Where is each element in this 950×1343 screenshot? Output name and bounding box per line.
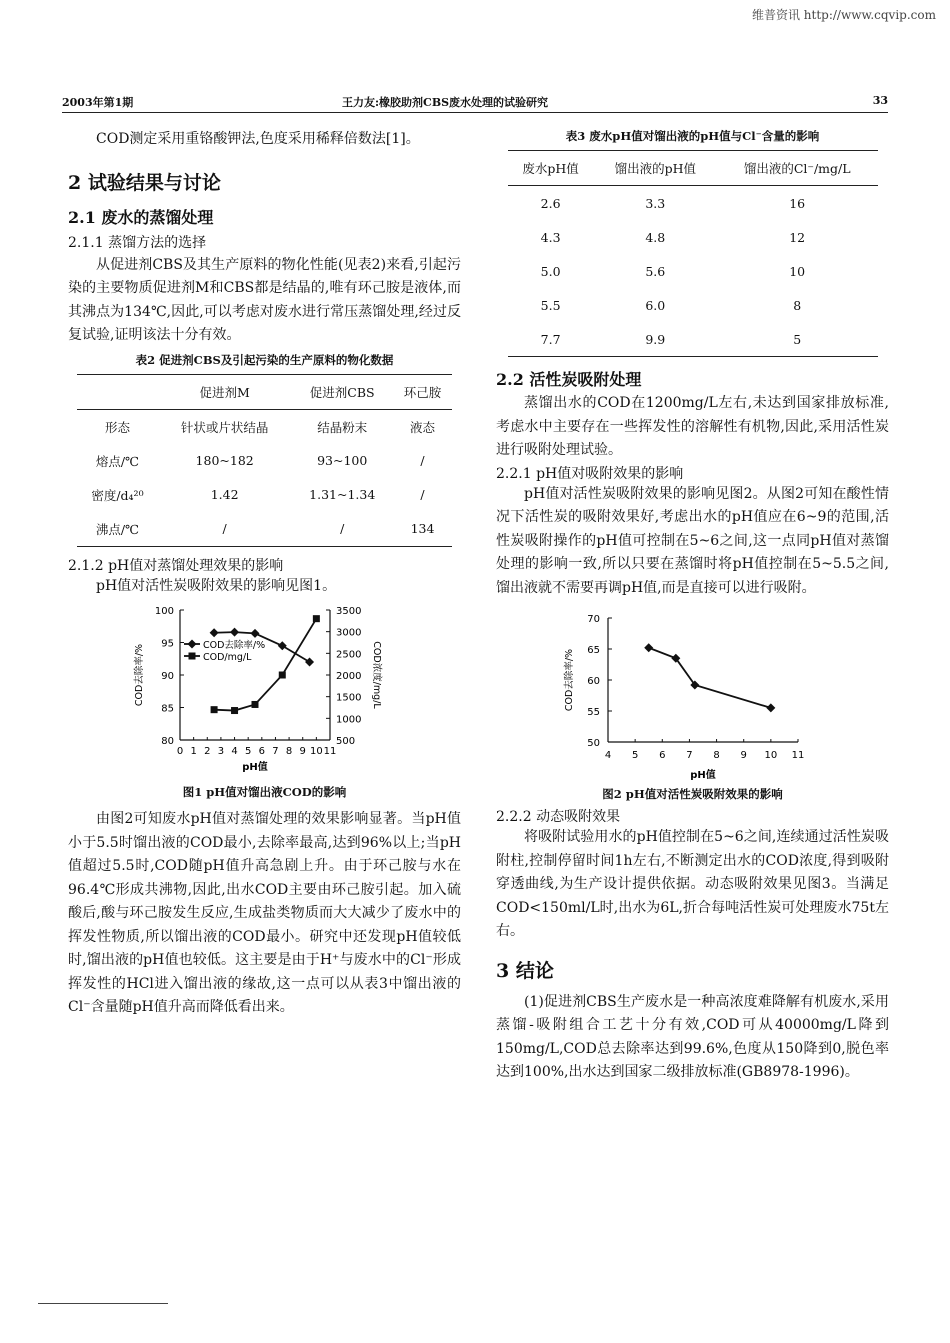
x-tick-label: 8 bbox=[713, 750, 720, 761]
paragraph-distillation-method: 从促进剂CBS及其生产原料的物化性能(见表2)来看,引起污染的主要物质促进剂M和CBS都是结晶的,唯有环己胺是液体,而其沸点为134℃,因此,可以考虑对废水进行常压蒸馏处理,经过反复试验,证明该法十分有效。 bbox=[68, 256, 461, 343]
y-axis-label: COD去除率/% bbox=[564, 648, 575, 712]
y-tick-label: 55 bbox=[587, 707, 600, 718]
section-2-1-heading: 2.1 废水的蒸馏处理 bbox=[68, 207, 214, 227]
y2-tick-label: 3000 bbox=[336, 627, 362, 639]
header-issue: 2003年第1期 bbox=[62, 96, 134, 109]
table-cell: 3.3 bbox=[645, 195, 666, 211]
section-3-heading: 3 结论 bbox=[496, 959, 554, 982]
table-cell: / bbox=[420, 453, 425, 468]
table-row bbox=[77, 512, 452, 547]
section-2-2-heading: 2.2 活性炭吸附处理 bbox=[496, 370, 642, 389]
y-tick-label: 70 bbox=[587, 614, 600, 625]
table-cell: 结晶粉末 bbox=[317, 419, 368, 435]
table-cell: 180~182 bbox=[195, 453, 254, 468]
table-cell: / bbox=[340, 521, 345, 536]
y2-tick-label: 3500 bbox=[336, 606, 362, 617]
paragraph-dynamic-adsorption: 将吸附试验用水的pH值控制在5~6之间,连续通过活性炭吸附柱,控制停留时间1h左右,不断测定出水的COD浓度,得到吸附穿透曲线,为生产设计提供依据。动态吸附效果见图3。当满足COD<150ml/L时,出水为6L,折合每吨活性炭可处理废水75t左右。 bbox=[496, 829, 889, 939]
table-3-caption: 表3 废水pH值对馏出液的pH值与Cl⁻含量的影响 bbox=[565, 129, 820, 143]
data-point bbox=[279, 672, 286, 679]
table-cell: 8 bbox=[793, 297, 802, 313]
table-cell: 液态 bbox=[410, 419, 436, 435]
x-tick-label: 3 bbox=[217, 746, 225, 757]
x-axis-label: pH值 bbox=[242, 762, 268, 773]
table-cell: 6.0 bbox=[645, 297, 666, 313]
paragraph-fig2-analysis: pH值对活性炭吸附效果的影响见图2。从图2可知在酸性情况下活性炭的吸附效果好,考虑出水的pH值应在6~9的范围,活性炭吸附操作的pH值可控制在5~6之间,这一点同pH值对蒸馏处理的影响一致,所以只要在蒸馏时将pH值控制在5~5.5之间,馏出液就不需要再调pH值,而是直接可以进行吸附。 bbox=[496, 485, 889, 596]
y-axis-label: COD去除率/% bbox=[134, 643, 145, 707]
table-cell: 93~100 bbox=[317, 453, 368, 468]
table-cell: 1.31~1.34 bbox=[309, 487, 376, 502]
legend-label: COD/mg/L bbox=[203, 652, 252, 663]
y2-axis-label: COD浓度/mg/L bbox=[371, 641, 382, 709]
table-cell: / bbox=[222, 521, 227, 536]
x-tick-label: 4 bbox=[604, 750, 612, 761]
y2-tick-label: 2500 bbox=[336, 649, 362, 661]
table-cell: 2.6 bbox=[540, 195, 561, 211]
x-tick-label: 2 bbox=[204, 746, 211, 757]
table-header-cell: 环己胺 bbox=[403, 384, 442, 400]
table-header-cell: 馏出液的pH值 bbox=[614, 161, 697, 176]
running-header bbox=[62, 94, 888, 113]
table-row bbox=[77, 409, 452, 444]
data-point bbox=[251, 629, 260, 638]
x-tick-label: 5 bbox=[631, 750, 639, 761]
data-point bbox=[766, 703, 775, 712]
data-point bbox=[313, 615, 320, 622]
y2-tick-label: 500 bbox=[336, 736, 356, 747]
x-axis-label: pH值 bbox=[690, 770, 716, 781]
table-row bbox=[77, 478, 452, 512]
figure-1-caption: 图1 pH值对馏出液COD的影响 bbox=[182, 785, 347, 799]
data-point bbox=[305, 658, 314, 667]
y-tick-label: 65 bbox=[587, 645, 600, 656]
data-point bbox=[189, 653, 196, 660]
table-cell: 12 bbox=[789, 229, 806, 245]
header-title: 王力友:橡胶助剂CBS废水处理的试验研究 bbox=[342, 96, 549, 109]
paragraph-activated-carbon: 蒸馏出水的COD在1200mg/L左右,未达到国家排放标准,考虑水中主要存在一些挥发性的溶解性有机物,因此,采用活性炭进行吸附处理试验。 bbox=[496, 395, 889, 458]
section-2-2-2-heading: 2.2.2 动态吸附效果 bbox=[496, 809, 621, 825]
watermark: 维普资讯 http://www.cqvip.com bbox=[751, 8, 936, 22]
header-page-number: 33 bbox=[872, 94, 888, 107]
x-tick-label: 0 bbox=[176, 746, 184, 757]
table-cell: 密度/d₄²⁰ bbox=[91, 487, 144, 503]
table-header-cell bbox=[77, 374, 158, 409]
y-tick-label: 85 bbox=[161, 703, 174, 715]
figure-2-chart bbox=[496, 604, 889, 784]
data-point bbox=[231, 707, 238, 714]
table-header-cell: 促进剂M bbox=[199, 384, 250, 400]
table-header-cell: 馏出液的Cl⁻/mg/L bbox=[743, 161, 851, 176]
data-point bbox=[278, 641, 287, 650]
table-cell: 4.8 bbox=[645, 229, 666, 245]
section-2-1-2-heading: 2.1.2 pH值对蒸馏处理效果的影响 bbox=[68, 557, 284, 574]
table-cell: 沸点/℃ bbox=[95, 521, 140, 537]
x-tick-label: 6 bbox=[659, 750, 666, 761]
x-tick-label: 7 bbox=[686, 750, 693, 761]
x-tick-label: 4 bbox=[231, 746, 238, 757]
x-tick-label: 11 bbox=[323, 746, 337, 757]
x-tick-label: 10 bbox=[309, 746, 323, 757]
table-cell: 10 bbox=[789, 263, 806, 279]
figure-1-chart bbox=[68, 602, 461, 782]
y-tick-label: 90 bbox=[161, 671, 174, 682]
y2-tick-label: 1000 bbox=[336, 714, 362, 726]
left-column bbox=[68, 128, 461, 1020]
y2-tick-label: 2000 bbox=[336, 671, 362, 682]
x-tick-label: 6 bbox=[258, 746, 266, 757]
data-point bbox=[230, 628, 239, 637]
table-header-cell: 促进剂CBS bbox=[309, 384, 375, 400]
table-3 bbox=[508, 150, 878, 357]
footnote-rule bbox=[38, 1303, 168, 1304]
table-cell: 形态 bbox=[104, 419, 130, 435]
table-cell: 5.6 bbox=[645, 263, 666, 279]
table-cell: 4.3 bbox=[540, 229, 561, 245]
table-cell: / bbox=[420, 487, 425, 502]
figure-2-caption: 图2 pH值对活性炭吸附效果的影响 bbox=[602, 787, 783, 801]
table-row bbox=[77, 444, 452, 478]
table-row bbox=[508, 220, 878, 254]
x-tick-label: 9 bbox=[299, 746, 306, 757]
table-row bbox=[508, 288, 878, 322]
table-cell: 16 bbox=[789, 195, 806, 211]
data-point bbox=[644, 643, 653, 652]
table-header-cell: 废水pH值 bbox=[522, 161, 579, 176]
table-2 bbox=[77, 374, 452, 547]
table-2-caption: 表2 促进剂CBS及引起污染的生产原料的物化数据 bbox=[135, 352, 394, 367]
x-tick-label: 7 bbox=[272, 746, 279, 757]
paragraph-cod-method: COD测定采用重铬酸钾法,色度采用稀释倍数法[1]。 bbox=[96, 131, 420, 147]
x-tick-label: 11 bbox=[791, 750, 805, 761]
x-tick-label: 10 bbox=[764, 750, 778, 761]
y-tick-label: 50 bbox=[587, 738, 600, 749]
y-tick-label: 95 bbox=[161, 638, 174, 650]
table-cell: 5 bbox=[793, 331, 802, 347]
x-tick-label: 1 bbox=[190, 746, 197, 757]
table-row bbox=[508, 186, 878, 221]
data-point bbox=[252, 701, 259, 708]
x-tick-label: 5 bbox=[244, 746, 252, 757]
table-cell: 5.0 bbox=[540, 263, 561, 279]
section-2-1-1-heading: 2.1.1 蒸馏方法的选择 bbox=[68, 234, 207, 251]
table-cell: 7.7 bbox=[540, 331, 561, 347]
series-line bbox=[649, 648, 771, 708]
table-cell: 9.9 bbox=[645, 331, 666, 347]
y-tick-label: 80 bbox=[161, 736, 174, 747]
y-tick-label: 100 bbox=[154, 606, 174, 617]
x-tick-label: 8 bbox=[285, 746, 293, 757]
data-point bbox=[211, 706, 218, 713]
y-tick-label: 60 bbox=[587, 676, 600, 687]
table-row bbox=[508, 254, 878, 288]
table-cell: 134 bbox=[410, 521, 435, 536]
paragraph-fig1-ref: pH值对活性炭吸附效果的影响见图1。 bbox=[96, 577, 337, 594]
table-cell: 熔点/℃ bbox=[95, 453, 140, 469]
section-2-heading: 2 试验结果与讨论 bbox=[68, 171, 221, 194]
x-tick-label: 9 bbox=[740, 750, 747, 761]
legend-label: COD去除率/% bbox=[203, 640, 266, 651]
table-cell: 1.42 bbox=[210, 487, 239, 502]
paragraph-fig-analysis: 由图2可知废水pH值对蒸馏处理的效果影响显著。当pH值小于5.5时馏出液的COD最小,去除率最高,达到96%以上;当pH值超过5.5时,COD随pH值升高急剧上升。由于环己胺与水在96.4℃形成共沸物,因此,出水COD主要由环己胺引起。加入硫酸后,酸与环己胺发生反应,生成盐类物质而大大减少了废水中的挥发性物质,所以馏出液的COD最小。研究中还发现pH值较低时,馏出液的pH值也较低。这主要是由于H⁺与废水中的Cl⁻形成挥发性的HCl进入馏出液的缘故,这一点可以从表3中馏出液的Cl⁻含量随pH值升高而降低看出来。 bbox=[68, 811, 461, 1015]
table-cell: 针状或片状结晶 bbox=[180, 419, 269, 435]
data-point bbox=[210, 628, 219, 637]
section-2-2-1-heading: 2.2.1 pH值对吸附效果的影响 bbox=[496, 465, 684, 482]
y2-tick-label: 1500 bbox=[336, 692, 362, 704]
paragraph-conclusion-1: (1)促进剂CBS生产废水是一种高浓度难降解有机废水,采用蒸馏-吸附组合工艺十分有效,COD可从40000mg/L降到150mg/L,COD总去除率达到99.6%,色度从150降到0,脱色率达到100%,出水达到国家二级排放标准(GB8978-1996)。 bbox=[496, 993, 889, 1080]
table-cell: 5.5 bbox=[540, 297, 561, 313]
table-row bbox=[508, 322, 878, 357]
data-point bbox=[188, 640, 197, 649]
right-column bbox=[496, 128, 889, 1085]
